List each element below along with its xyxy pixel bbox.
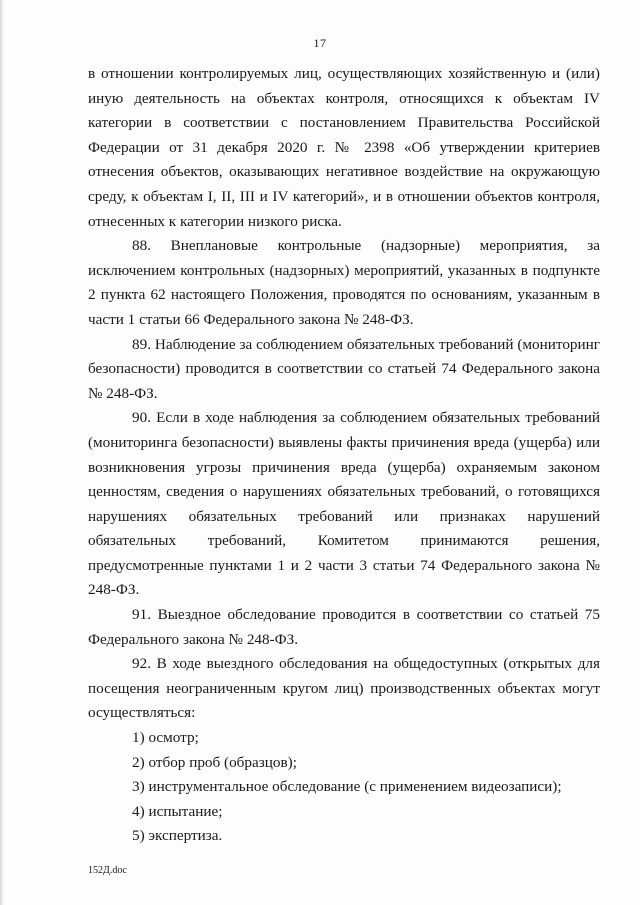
paragraph-88: 88. Внеплановые контрольные (надзорные) мероприятия, за исключением контрольных (надзорных) мероприятий, указанных в подпункте 2 пункта 62 настоящего Положения, проводятся по основаниям, указанным в части 1 статьи 66 Федерального закона № 248-ФЗ.	[88, 237, 600, 328]
list-item: 3) инструментальное обследование (с применением видеозаписи);	[132, 778, 562, 796]
list-item: 4) испытание;	[132, 802, 223, 820]
paragraph-89: 89. Наблюдение за соблюдением обязательных требований (мониторинг безопасности) проводится в соответствии со статьей 74 Федерального закона № 248-ФЗ.	[88, 335, 600, 402]
inspection-list	[88, 726, 600, 849]
file-name-footer: 152Д.doc	[88, 865, 127, 876]
list-item: 1) осмотр;	[132, 729, 199, 747]
page-number: 17	[313, 36, 327, 50]
list-item: 2) отбор проб (образцов);	[132, 753, 297, 771]
document-body	[88, 62, 600, 849]
list-item: 5) экспертиза.	[132, 827, 223, 845]
paragraph-90: 90. Если в ходе наблюдения за соблюдением обязательных требований (мониторинга безопасности) выявлены факты причинения вреда (ущерба) или возникновения угрозы причинения вреда (ущерба) охраняемым законом ценностям, сведения о нарушениях обязательных требований, о готовящихся нарушениях обязательных требований или признаках нарушений обязательных требований, Комитетом принимаются решения, предусмотренные пунктами 1 и 2 части 3 статьи 74 Федерального закона № 248-ФЗ.	[88, 409, 600, 599]
paragraph-91: 91. Выездное обследование проводится в соответствии со статьей 75 Федерального закона № 248-ФЗ.	[88, 606, 600, 648]
paragraph-92: 92. В ходе выездного обследования на общедоступных (открытых для посещения неограниченным кругом лиц) производственных объектах могут осуществляться:	[88, 655, 600, 722]
paragraph-continuation: в отношении контролируемых лиц, осуществляющих хозяйственную и (или) иную деятельность на объектах контроля, относящихся к объектам IV категории в соответствии с постановлением Правительства Российской Федерации от 31 декабря 2020 г. № 2398 «Об утверждении критериев отнесения объектов, оказывающих негативное воздействие на окружающую среду, к объектам I, II, III и IV категорий», и в отношении объектов контроля, отнесенных к категории низкого риска.	[88, 65, 600, 230]
scan-edge	[0, 0, 4, 905]
